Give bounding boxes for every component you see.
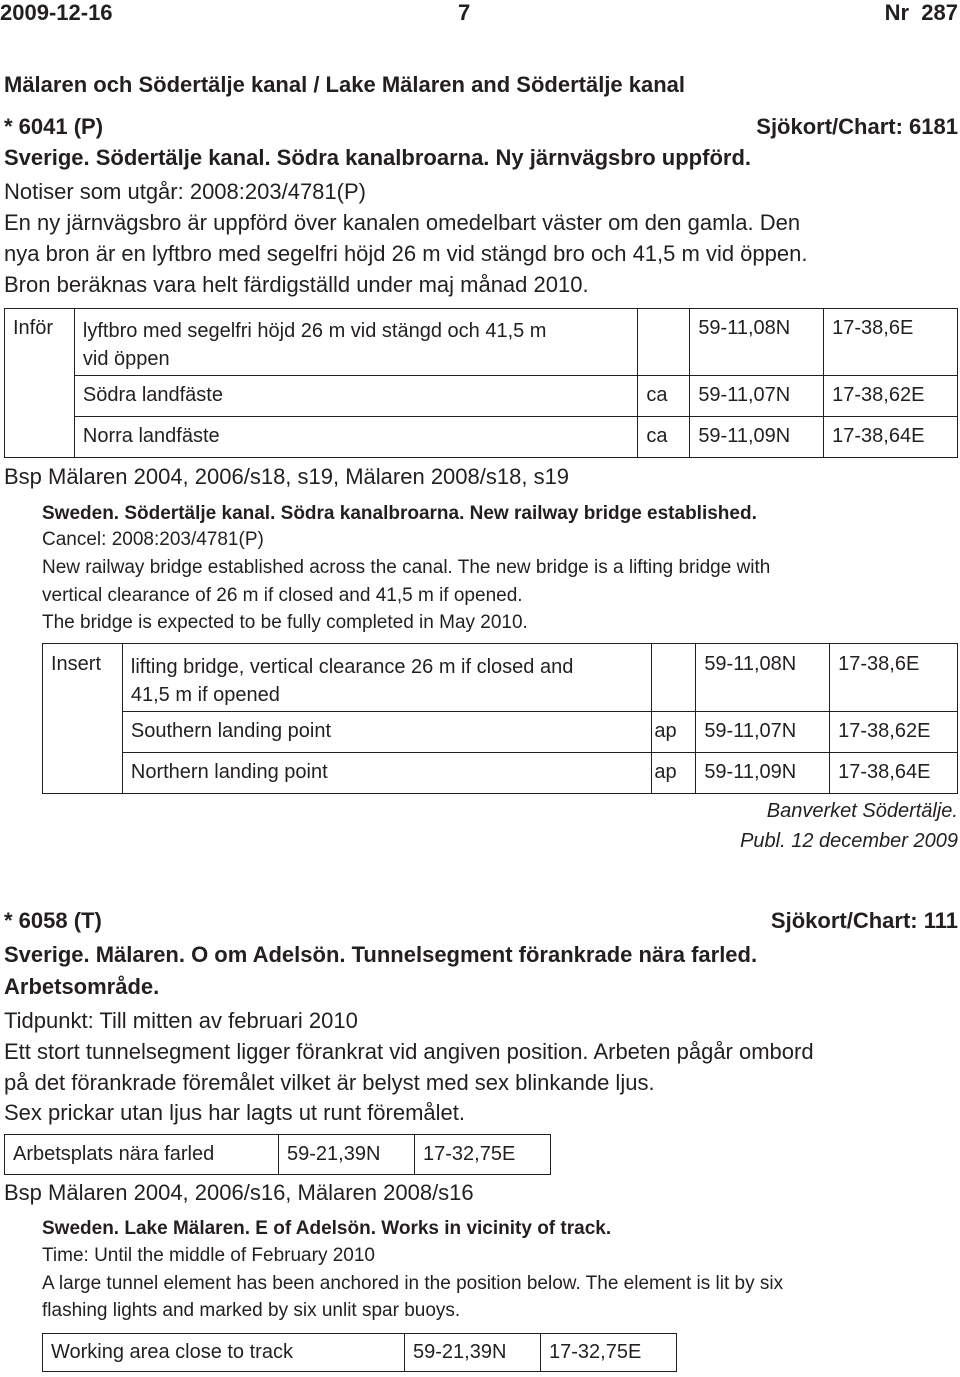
notice-text-sv: på det förankrade föremålet vilket är belyst med sex blinkande ljus. [4,1070,655,1095]
notice-text-sv: Sex prickar utan ljus har lagts ut runt föremålet. [4,1100,465,1125]
latitude-cell [279,1135,415,1175]
notice-text-en: vertical clearance of 26 m if closed and 41,5 m if opened. [42,585,523,606]
longitude-text: 17-38,6E [838,653,920,675]
approx-cell [638,309,690,376]
latitude-text: 59-21,39N [413,1341,507,1363]
approx-text: ca [646,425,668,447]
header-date: 2009-12-16 [0,0,113,25]
chart-bsp-reference: Bsp Mälaren 2004, 2006/s16, Mälaren 2008/s16 [4,1180,474,1205]
longitude-cell [830,712,958,753]
latitude-cell [690,376,824,417]
description-text: 41,5 m if opened [130,684,280,706]
notice-text-sv: Notiser som utgår: 2008:203/4781(P) [4,179,366,204]
table-row [5,376,958,417]
longitude-cell [415,1135,551,1175]
longitude-text: 17-38,6E [832,317,914,339]
latitude-text: 59-11,09N [704,761,797,783]
notice-heading-en: Sweden. Södertälje kanal. Södra kanalbroarna. New railway bridge established. [42,503,757,524]
table-row [43,712,958,753]
table-row [5,309,958,376]
notice-text-sv: nya bron är en lyftbro med segelfri höjd 26 m vid stängd bro och 41,5 m vid öppen. [4,241,808,266]
notice-text-en: New railway bridge established across the canal. The new bridge is a lifting bridge with [42,557,771,578]
approx-cell [652,644,696,712]
description-text: lifting bridge, vertical clearance 26 m if closed and [130,656,574,678]
longitude-text: 17-32,75E [549,1341,642,1363]
table-row [5,417,958,458]
notice-heading-en: Sweden. Lake Mälaren. E of Adelsön. Works in vicinity of track. [42,1218,612,1239]
table-row [43,753,958,794]
notice-text-sv: Tidpunkt: Till mitten av februari 2010 [4,1008,358,1033]
latitude-cell [690,309,824,376]
description-text: Norra landfäste [82,425,220,447]
latitude-cell [696,753,830,794]
approx-cell [638,417,690,458]
longitude-cell [830,644,958,712]
description-cell [122,753,652,794]
longitude-text: 17-38,64E [832,425,925,447]
description-cell [74,309,638,376]
longitude-text: 17-38,62E [832,384,925,406]
approx-cell [652,753,696,794]
position-table-en [42,1333,677,1372]
action-label: Inför [13,317,54,339]
longitude-text: 17-38,64E [838,761,931,783]
latitude-text: 59-11,07N [698,384,791,406]
notice-text-sv: En ny järnvägsbro är uppförd över kanalen omedelbart väster om den gamla. Den [4,210,801,235]
position-table-sv [4,308,958,458]
latitude-text: 59-11,09N [698,425,791,447]
longitude-text: 17-38,62E [838,720,931,742]
notice-source: Banverket Södertälje. [766,800,958,822]
section-title: Mälaren och Södertälje kanal / Lake Mälaren and Södertälje kanal [4,72,686,97]
position-table-sv [4,1134,551,1175]
description-cell [74,376,638,417]
longitude-cell [541,1334,677,1372]
description-text: lyftbro med segelfri höjd 26 m vid stängd och 41,5 m [82,320,547,342]
description-text: Arbetsplats nära farled [13,1143,215,1165]
action-cell [5,309,75,458]
approx-text: ca [646,384,668,406]
description-cell [74,417,638,458]
longitude-text: 17-32,75E [423,1143,516,1165]
notice-heading-sv: Sverige. Mälaren. O om Adelsön. Tunnelsegment förankrade nära farled. [4,942,758,967]
description-cell [122,712,652,753]
longitude-cell [824,309,958,376]
longitude-cell [824,376,958,417]
approx-text: ap [654,761,677,783]
action-label: Insert [51,653,102,675]
notice-heading-sv: Sverige. Södertälje kanal. Södra kanalbroarna. Ny järnvägsbro uppförd. [4,145,752,170]
notice-text-en: Time: Until the middle of February 2010 [42,1245,376,1266]
approx-cell [638,376,690,417]
notice-text-en: Cancel: 2008:203/4781(P) [42,529,264,550]
longitude-cell [824,417,958,458]
description-text: Northern landing point [130,761,328,783]
notice-text-en: flashing lights and marked by six unlit spar buoys. [42,1300,461,1321]
notice-heading-sv: Arbetsområde. [4,974,160,999]
approx-cell [652,712,696,753]
table-row [5,1135,551,1175]
notice-text-sv: Bron beräknas vara helt färdigställd under maj månad 2010. [4,272,589,297]
chart-reference: Sjökort/Chart: 111 [770,908,958,933]
description-text: vid öppen [82,348,170,370]
latitude-cell [690,417,824,458]
latitude-text: 59-11,07N [704,720,797,742]
notice-text-en: A large tunnel element has been anchored in the position below. The element is lit by six [42,1273,784,1294]
notice-text-en: The bridge is expected to be fully completed in May 2010. [42,612,528,633]
description-text: Southern landing point [130,720,332,742]
latitude-text: 59-21,39N [287,1143,381,1165]
description-text: Working area close to track [51,1341,293,1363]
notice-text-sv: Ett stort tunnelsegment ligger förankrat vid angiven position. Arbeten pågår ombord [4,1039,814,1064]
longitude-cell [830,753,958,794]
table-row [43,644,958,712]
table-row [43,1334,677,1372]
description-cell [122,644,652,712]
notice-number: * 6041 (P) [4,114,104,139]
notice-number: * 6058 (T) [4,908,102,933]
chart-reference: Sjökort/Chart: 6181 [756,114,958,139]
latitude-cell [405,1334,541,1372]
latitude-cell [696,712,830,753]
approx-text: ap [654,720,677,742]
publication-date: Publ. 12 december 2009 [740,830,958,852]
position-table-en [42,643,958,794]
latitude-text: 59-11,08N [698,317,791,339]
header-page-number: 7 [458,0,471,25]
action-cell [43,644,123,794]
header-issue-number: Nr 287 [884,0,958,25]
latitude-cell [696,644,830,712]
latitude-text: 59-11,08N [704,653,797,675]
description-cell [5,1135,279,1175]
description-cell [43,1334,405,1372]
chart-bsp-reference: Bsp Mälaren 2004, 2006/s18, s19, Mälaren 2008/s18, s19 [4,464,570,489]
description-text: Södra landfäste [82,384,223,406]
